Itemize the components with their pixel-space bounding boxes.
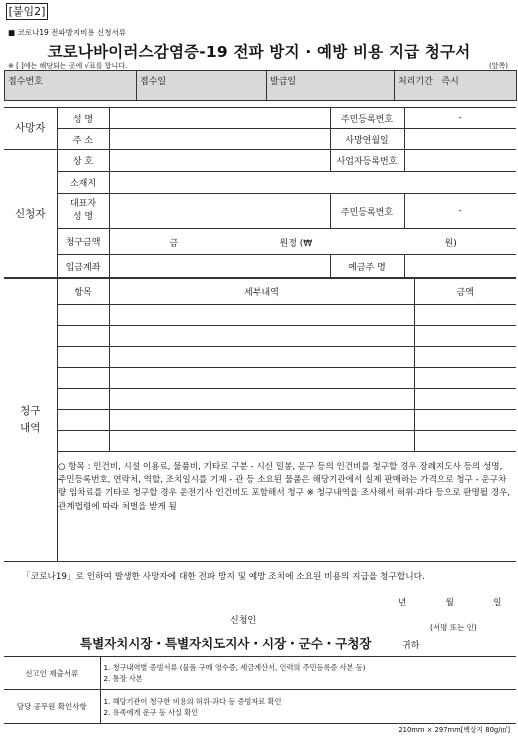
claim-item-input[interactable] [57, 305, 109, 326]
claim-row [4, 410, 516, 431]
submit-doc-item: 2. 통장 사본 [103, 674, 143, 683]
won-close: 원) [444, 239, 457, 249]
page-side-label: (앞쪽) [489, 62, 508, 70]
processing-period-label: 처리기간 [398, 77, 433, 87]
check-item: 1. 해당기관이 청구한 비용의 허위·과다 등 증빙자료 확인 [103, 696, 282, 706]
issue-date-label: 발급일 [270, 77, 297, 87]
deceased-name-label: 성 명 [57, 108, 109, 129]
date-year-label: 년 [398, 598, 407, 608]
date-row [398, 596, 501, 608]
paper-size-note: 210mm × 297mm[백상지 80g/㎡] [398, 726, 510, 734]
documents-table [4, 656, 516, 724]
account-input[interactable] [109, 255, 330, 279]
claim-note: ○ 항목 : 인건비, 시설 이용료, 물품비, 기타로 구분 [58, 462, 248, 472]
deceased-address-label: 주 소 [57, 129, 109, 150]
claim-amount-cell[interactable] [414, 431, 516, 452]
claim-detail-input[interactable] [109, 431, 414, 452]
receipt-date-field[interactable] [137, 71, 267, 101]
claim-row [4, 305, 516, 326]
claim-item-input[interactable] [57, 389, 109, 410]
receipt-table [4, 70, 517, 101]
biz-no-input[interactable] [404, 150, 516, 172]
applicant-sign-label: 신청인 [230, 616, 257, 626]
depositor-label: 예금주 명 [330, 255, 404, 279]
claim-amount-cell[interactable] [414, 305, 516, 326]
form-subtitle: ■ 코로나19 전파방지비용 신청서류 [8, 28, 126, 37]
claim-detail-input[interactable] [109, 305, 414, 326]
company-input[interactable] [109, 150, 330, 172]
claim-amount-label: 청구금액 [57, 229, 109, 255]
col-amount-header: 금액 [414, 278, 516, 305]
form-title: 코로나바이러스감염증-19 전파 방지 · 예방 비용 지급 청구서 [47, 43, 471, 61]
form-badge: [붙임2] [6, 3, 48, 20]
main-form-table [4, 107, 516, 279]
col-item-header: 항목 [57, 278, 109, 305]
company-label: 상 호 [57, 150, 109, 172]
representative-label-line2: 성 명 [72, 212, 94, 222]
check-items-label: 담당 공무원 확인사항 [4, 690, 100, 724]
deceased-resident-no-input[interactable]: - [404, 108, 516, 129]
claim-row [4, 431, 516, 452]
claim-row [4, 389, 516, 410]
applicant-section-label: 신청자 [4, 150, 57, 279]
claim-detail-input[interactable] [109, 368, 414, 389]
won-word: 원정 (₩ [279, 239, 313, 249]
submit-docs-label: 신고인 제출서류 [4, 657, 100, 690]
claim-amount-cell[interactable] [414, 410, 516, 431]
receipt-date-label: 접수일 [140, 77, 167, 87]
claim-warning: ※ 청구내역을 조사해서 허위·과다 등으로 판명될 경우, 관계법령에 따라 처벌을 받게 됨 [58, 488, 511, 512]
claim-amount-cell[interactable] [414, 326, 516, 347]
amount-word: 금 [169, 239, 179, 249]
claim-amount-cell[interactable] [414, 389, 516, 410]
receipt-number-label: 접수번호 [8, 77, 43, 87]
biz-no-label: 사업자등록번호 [330, 150, 404, 172]
claim-detail-input[interactable] [109, 347, 414, 368]
deceased-address-input[interactable] [109, 129, 330, 150]
submit-doc-item: 1. 청구내역별 증빙서류 (물품 구매 영수증, 세금계산서, 인력의 주민등록증 사본 등) [103, 663, 366, 672]
date-month-label: 월 [445, 598, 454, 608]
claim-detail-input[interactable] [109, 326, 414, 347]
claim-section-line1: 청구 [20, 404, 41, 417]
submit-docs-list [100, 657, 516, 690]
depositor-input[interactable] [404, 255, 516, 279]
checkbox-note: ※ [ ]에는 해당되는 곳에 √표를 합니다. [8, 62, 128, 70]
col-detail-header: 세부내역 [109, 278, 414, 305]
account-label: 입금계좌 [57, 255, 109, 279]
claim-section-line2: 내역 [20, 421, 41, 434]
claim-note: - 시신 밀봉, 운구 등의 인건비를 청구할 경우 장례지도사 등의 성명, 주민등록번호, 연락처, 역할, [58, 462, 503, 486]
claim-amount-input[interactable] [109, 229, 516, 255]
representative-label-line1: 대표자 [69, 199, 97, 209]
death-date-label: 사망연월일 [330, 129, 404, 150]
request-statement: 「코로나19」로 인하여 발생한 사망자에 대한 전파 방지 및 예방 조치에 소요된 비용의 지급을 청구합니다. [22, 572, 425, 582]
claim-detail-input[interactable] [109, 389, 414, 410]
signature-note[interactable]: (서명 또는 인) [430, 623, 477, 632]
deceased-section-label: 사망자 [4, 108, 57, 150]
claim-item-input[interactable] [57, 347, 109, 368]
deceased-name-input[interactable] [109, 108, 330, 129]
claim-row [4, 368, 516, 389]
check-item: 2. 유족에게 운구 등 사실 확인 [103, 707, 199, 717]
claim-section-label [4, 278, 57, 562]
processing-period-field [395, 71, 517, 101]
claim-amount-cell[interactable] [414, 347, 516, 368]
authority-suffix: 귀하 [402, 641, 420, 651]
authority-name: 특별자치시장・특별자치도지사・시장・군수・구청장 [80, 636, 372, 651]
location-input[interactable] [109, 172, 516, 194]
claim-detail-input[interactable] [109, 410, 414, 431]
processing-period-value: 즉시 [441, 77, 459, 87]
representative-name-input[interactable] [109, 194, 330, 229]
issue-date-field[interactable] [267, 71, 395, 101]
claim-row [4, 326, 516, 347]
deceased-resident-no-label: 주민등록번호 [330, 108, 404, 129]
claim-note: 조치일시를 기재 [165, 475, 227, 486]
claim-amount-cell[interactable] [414, 368, 516, 389]
claim-item-input[interactable] [57, 326, 109, 347]
representative-label [57, 194, 109, 229]
claim-row [4, 347, 516, 368]
claim-item-input[interactable] [57, 431, 109, 452]
check-items-list [100, 690, 516, 724]
claim-notes [58, 461, 513, 514]
receipt-number-field[interactable] [5, 71, 137, 101]
claim-note: - 운구차량 임차료를 기타로 청구할 경우 운전기사 인건비도 포함해서 청구 [58, 475, 507, 499]
applicant-resident-no-input[interactable]: - [404, 194, 516, 229]
claim-note: - 관 등 소요된 물품은 해당기관에서 실제 판매하는 가격으로 청구 [229, 475, 473, 486]
applicant-resident-no-label: 주민등록번호 [330, 194, 404, 229]
claim-item-input[interactable] [57, 410, 109, 431]
death-date-input[interactable] [404, 129, 516, 150]
location-label: 소재지 [57, 172, 109, 194]
claim-item-input[interactable] [57, 368, 109, 389]
claim-table [4, 277, 516, 562]
date-day-label: 일 [493, 598, 502, 608]
